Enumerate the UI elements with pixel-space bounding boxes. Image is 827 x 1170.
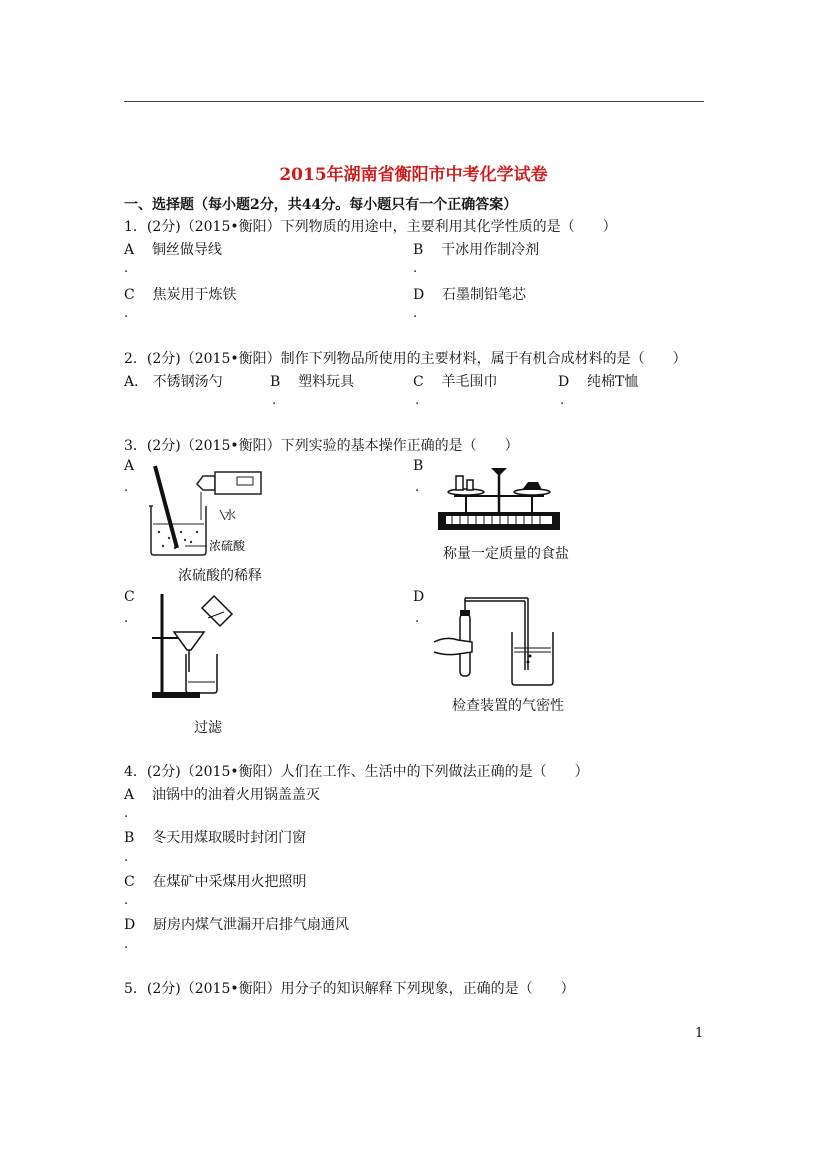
- q4-option-b[interactable]: [124, 827, 306, 847]
- option-text: 羊毛围巾: [441, 374, 498, 390]
- option-text: 不锈钢汤勺: [152, 374, 223, 390]
- option-text: 铜丝做导线: [151, 242, 222, 258]
- airtightness-figure: [432, 592, 562, 688]
- q3-option-b-letter[interactable]: B: [413, 458, 424, 474]
- q3-option-d-letter[interactable]: D: [413, 589, 425, 605]
- option-dot: .: [413, 261, 418, 276]
- option-dot: .: [124, 480, 129, 495]
- q4-option-d[interactable]: [124, 914, 349, 934]
- option-dot: .: [272, 393, 277, 408]
- option-dot: .: [415, 480, 420, 495]
- figure-caption-c: 过滤: [194, 720, 222, 736]
- q1-option-d[interactable]: [413, 284, 526, 304]
- option-text: 纯棉T恤: [587, 374, 639, 390]
- option-letter: C: [413, 374, 424, 390]
- figure-caption-d: 检查装置的气密性: [452, 698, 564, 714]
- option-letter: D: [124, 917, 136, 933]
- q3-option-a-letter[interactable]: A: [124, 458, 135, 474]
- option-letter: D: [558, 374, 570, 390]
- q3-option-c-letter[interactable]: C: [124, 589, 135, 605]
- q1-option-a[interactable]: [124, 239, 222, 259]
- option-dot: .: [124, 261, 129, 276]
- question-1-stem: 1．(2分)（2015•衡阳）下列物质的用途中，主要利用其化学性质的是（ ）: [124, 219, 617, 235]
- option-text: 在煤矿中采煤用火把照明: [152, 874, 307, 890]
- q4-option-a[interactable]: [124, 784, 320, 804]
- acid-label: 浓硫酸: [209, 539, 246, 553]
- option-text: 干冰用作制冷剂: [441, 242, 540, 258]
- option-letter: C: [124, 874, 135, 890]
- q2-option-b[interactable]: [270, 371, 354, 391]
- question-5-stem: 5．(2分)（2015•衡阳）用分子的知识解释下列现象，正确的是（ ）: [124, 981, 575, 997]
- option-text: 石墨制铅笔芯: [442, 287, 527, 303]
- option-letter: B: [413, 242, 424, 258]
- option-dot: .: [124, 937, 129, 952]
- option-letter: B: [270, 374, 281, 390]
- question-2-stem: 2．(2分)（2015•衡阳）制作下列物品所使用的主要材料，属于有机合成材料的是（ ）: [124, 351, 687, 367]
- option-dot: .: [415, 611, 420, 626]
- page-number: 1: [695, 1026, 704, 1041]
- question-3-stem: 3．(2分)（2015•衡阳）下列实验的基本操作正确的是（ ）: [124, 438, 519, 454]
- option-dot: .: [413, 306, 418, 321]
- option-dot: .: [124, 306, 129, 321]
- balance-figure: [436, 462, 562, 534]
- figure-caption-b: 称量一定质量的食盐: [443, 546, 569, 562]
- option-letter: C: [124, 287, 135, 303]
- filtration-figure: [148, 592, 248, 702]
- figure-caption-a: 浓硫酸的稀释: [178, 568, 262, 584]
- option-dot: .: [124, 893, 129, 908]
- q4-option-c[interactable]: [124, 871, 307, 891]
- q2-option-d[interactable]: [558, 371, 638, 391]
- q1-option-b[interactable]: [413, 239, 539, 259]
- option-letter: B: [124, 830, 135, 846]
- option-letter: A．: [124, 374, 149, 390]
- option-letter: D: [413, 287, 425, 303]
- acid-dilution-figure: [145, 462, 265, 558]
- option-dot: .: [560, 393, 565, 408]
- page-title: 2015年湖南省衡阳市中考化学试卷: [279, 165, 548, 185]
- option-letter: A: [124, 787, 135, 803]
- q2-option-a[interactable]: [124, 371, 223, 391]
- option-dot: .: [415, 393, 420, 408]
- option-text: 冬天用煤取暖时封闭门窗: [152, 830, 307, 846]
- header-rule: [124, 101, 704, 102]
- q2-option-c[interactable]: [413, 371, 498, 391]
- option-dot: .: [124, 806, 129, 821]
- water-label: 水: [224, 508, 237, 522]
- option-text: 油锅中的油着火用锅盖盖灭: [151, 787, 320, 803]
- option-letter: A: [124, 242, 135, 258]
- section-heading: 一、选择题（每小题2分，共44分。每小题只有一个正确答案）: [124, 197, 518, 213]
- option-text: 焦炭用于炼铁: [152, 287, 237, 303]
- question-4-stem: 4．(2分)（2015•衡阳）人们在工作、生活中的下列做法正确的是（ ）: [124, 764, 589, 780]
- option-dot: .: [124, 850, 129, 865]
- option-dot: .: [124, 611, 129, 626]
- option-text: 塑料玩具: [298, 374, 355, 390]
- q1-option-c[interactable]: [124, 284, 237, 304]
- option-text: 厨房内煤气泄漏开启排气扇通风: [153, 917, 350, 933]
